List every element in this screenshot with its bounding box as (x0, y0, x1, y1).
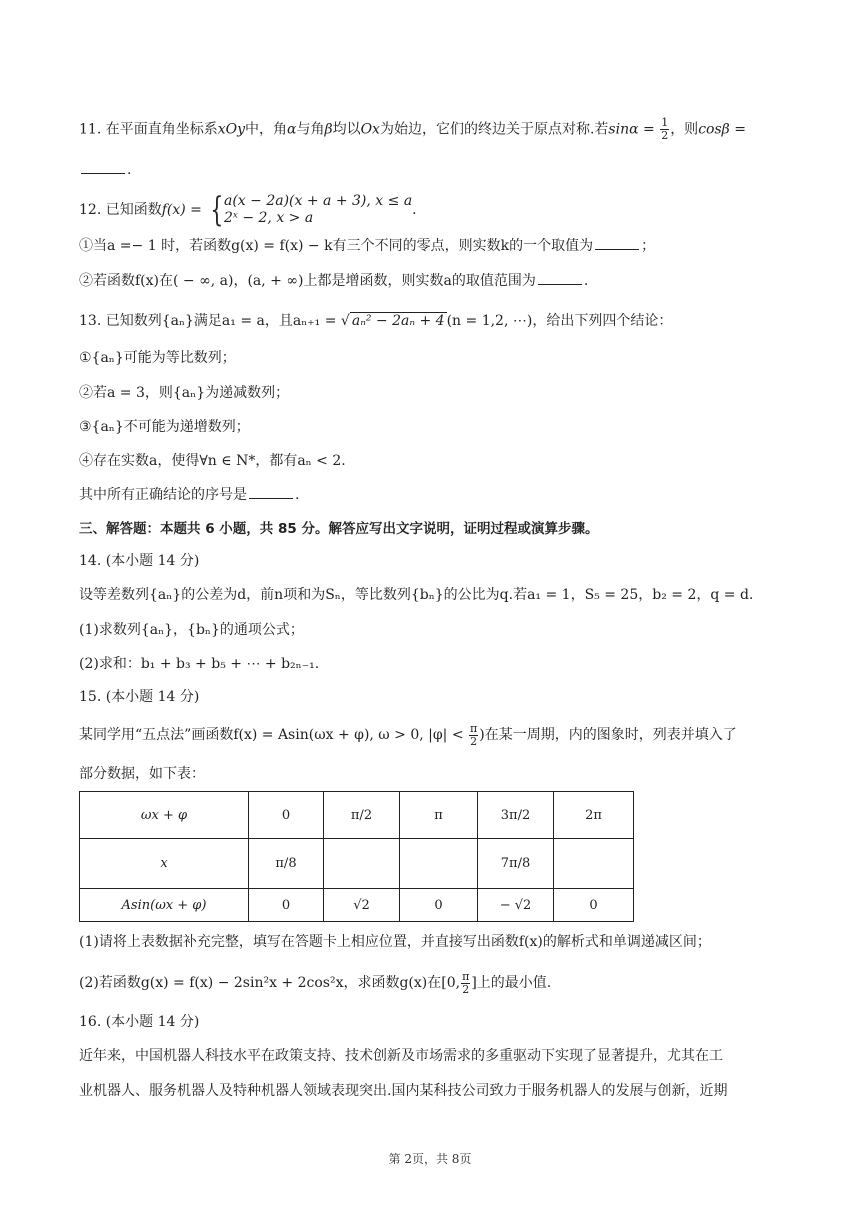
q11-frac-num: 1 (661, 116, 669, 129)
q11-number: 11. (79, 121, 102, 138)
q13-line1 (79, 311, 672, 331)
q13-ask (79, 485, 299, 505)
table-cell: 2π (554, 792, 634, 839)
q13-radicand: aₙ² − 2aₙ + 4 (351, 313, 445, 329)
q11-text: 为始边，它们的终边关于原点对称.若 (379, 121, 609, 138)
table-cell[interactable] (324, 839, 400, 889)
q14-part2: (2)求和：b₁ + b₃ + b₅ + ⋯ + b₂ₙ₋₁. (79, 656, 320, 672)
q12-cases (224, 193, 412, 227)
table-cell: 0 (249, 792, 324, 839)
q12-part2-text: ②若函数f(x)在( − ∞, a)，(a, + ∞)上都是增函数，则实数a的取值范围为 (79, 273, 536, 289)
five-point-table (79, 791, 634, 922)
table-cell: 0 (400, 889, 478, 922)
q13-sqrt (341, 311, 447, 331)
q11-eq: = (638, 121, 660, 138)
left-brace-icon: { (210, 190, 224, 230)
q16-line2: 业机器人、服务机器人及特种机器人领域表现突出.国内某科技公司致力于服务机器人的发展与创新，近期 (79, 1083, 728, 1099)
page-footer: 第 2页，共 8页 (388, 1152, 472, 1166)
q12-fx: f(x) = (161, 202, 207, 218)
q11-text: ，则 (670, 121, 699, 138)
q15-frac-num: π (470, 721, 478, 735)
sqrt-sign-icon: √ (340, 313, 350, 329)
q12-part2 (79, 271, 588, 291)
table-cell: 0 (554, 889, 634, 922)
table-cell: Asin(ωx + φ) (80, 889, 249, 922)
q15-heading: 15. (本小题 14 分) (79, 689, 200, 705)
q11-answer-blank[interactable] (81, 161, 125, 174)
table-cell[interactable] (554, 839, 634, 889)
table-cell[interactable] (400, 839, 478, 889)
q15-part2 (79, 970, 551, 996)
q14-heading: 14. (本小题 14 分) (79, 553, 200, 569)
q13-conclusion-1: ①{aₙ}可能为等比数列； (79, 350, 236, 366)
table-cell: 3π/2 (478, 792, 554, 839)
table-cell: π/2 (324, 792, 400, 839)
q13-text: 已知数列{aₙ}满足a₁ = a，且aₙ₊₁ = (105, 313, 341, 329)
q13-conclusion-2: ②若a = 3，则{aₙ}为递减数列； (79, 385, 290, 401)
q13-ask-end: . (295, 487, 300, 503)
q15-stem-text: 某同学用“五点法”画函数f(x) = Asin(ωx + φ), ω > 0, |φ| < (79, 727, 469, 743)
q15-part2-frac-num: π (462, 969, 470, 983)
q13-number: 13. (79, 313, 102, 329)
q12-text: 已知函数 (105, 202, 162, 218)
q12-part2-end: . (583, 273, 589, 289)
q12-part1-blank[interactable] (595, 237, 639, 250)
q11-line2 (79, 160, 131, 180)
table-cell: π (400, 792, 478, 839)
q13-conclusion-3: ③{aₙ}不可能为递增数列； (79, 419, 250, 435)
q12-part2-blank[interactable] (538, 272, 582, 285)
q15-frac-den: 2 (470, 734, 478, 748)
q11-text: 均以 (332, 121, 361, 138)
q13-ask-text: 其中所有正确结论的序号是 (79, 487, 247, 503)
q15-part2-text: (2)若函数g(x) = f(x) − 2sin²x + 2cos²x，求函数g(x)在[0, (79, 975, 461, 991)
q13-tail: (n = 1,2, ⋯)，给出下列四个结论： (446, 313, 673, 329)
q11-text: 与角 (296, 121, 325, 138)
q11-fraction (660, 117, 669, 142)
q15-stem (79, 722, 737, 748)
q11-text: 中，角 (245, 121, 288, 138)
table-cell: − √2 (478, 889, 554, 922)
q12-case2: 2ˣ − 2, x > a (224, 210, 314, 226)
section-heading: 三、解答题：本题共 6 小题，共 85 分。解答应写出文字说明，证明过程或演算步骤。 (79, 521, 599, 537)
q11-frac-den: 2 (661, 129, 669, 142)
q16-line1: 近年来，中国机器人科技水平在政策支持、技术创新及市场需求的多重驱动下实现了显著提升，尤其在工 (79, 1048, 723, 1064)
table-cell: 0 (249, 889, 324, 922)
table-cell: π/8 (249, 839, 324, 889)
q11-ox: Ox (360, 121, 380, 138)
q12-case1: a(x − 2a)(x + a + 3), x ≤ a (224, 193, 413, 209)
q11-line1 (79, 117, 746, 142)
q15-part2-fraction (461, 971, 470, 996)
q15-part2-frac-den: 2 (462, 982, 470, 996)
q15-part1: (1)请将上表数据补充完整，填写在答题卡上相应位置，并直接写出函数f(x)的解析式和单调递减区间； (79, 934, 711, 950)
q15-stem-line2: 部分数据，如下表： (79, 766, 205, 782)
q11-tail: = (729, 121, 746, 138)
q11-beta: β (324, 121, 333, 138)
q11-cos: cosβ (698, 121, 730, 138)
q14-stem: 设等差数列{aₙ}的公差为d，前n项和为Sₙ，等比数列{bₙ}的公比为q.若a₁ = 1，S₅ = 25，b₂ = 2，q = d. (79, 587, 754, 603)
q15-fraction (469, 723, 478, 748)
q12-line1 (79, 190, 417, 230)
q16-heading: 16. (本小题 14 分) (79, 1014, 200, 1030)
table-cell: x (80, 839, 249, 889)
q12-number: 12. (79, 202, 102, 218)
q12-part1-end: ； (641, 238, 656, 254)
table-cell: 7π/8 (478, 839, 554, 889)
q12-part1 (79, 236, 655, 256)
q13-answer-blank[interactable] (249, 486, 293, 499)
q11-sin: sinα (608, 121, 639, 138)
table-row (80, 792, 634, 839)
table-row (80, 889, 634, 922)
q11-text: 在平面直角坐标系 (105, 121, 218, 138)
q11-xoy: xOy (217, 121, 246, 138)
q12-part1-text: ①当a =− 1 时，若函数g(x) = f(x) − k有三个不同的零点，则实数k的一个取值为 (79, 238, 594, 254)
table-cell: ωx + φ (80, 792, 249, 839)
q15-part2-text: ]上的最小值. (471, 975, 552, 991)
q13-conclusion-4: ④存在实数a，使得∀n ∈ N*，都有aₙ < 2. (79, 453, 346, 469)
q14-part1: (1)求数列{aₙ}，{bₙ}的通项公式； (79, 622, 304, 638)
q11-end: . (127, 162, 132, 178)
q11-alpha: α (287, 121, 297, 138)
q12-dot: . (412, 202, 417, 218)
table-row (80, 839, 634, 889)
q15-stem-text: )在某一周期，内的图象时，列表并填入了 (479, 727, 737, 743)
table-cell: √2 (324, 889, 400, 922)
